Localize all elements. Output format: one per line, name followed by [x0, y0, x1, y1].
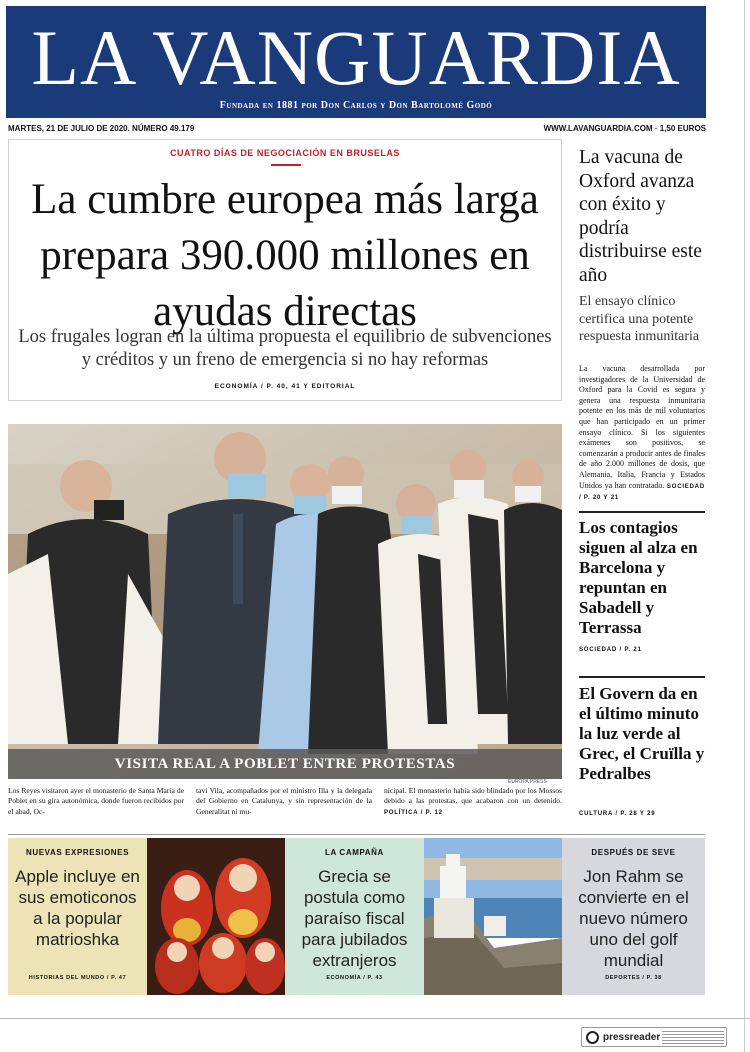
column-divider: [579, 511, 705, 513]
teaser-rahm[interactable]: [562, 838, 705, 995]
royal-visit-photo[interactable]: [8, 424, 562, 779]
govern-page-ref: CULTURA / P. 28 Y 29: [579, 811, 656, 817]
teaser-label: LA CAMPAÑA: [325, 848, 384, 857]
masthead: [6, 6, 706, 118]
pressreader-badge[interactable]: [581, 1027, 727, 1047]
govern-headline[interactable]: El Govern da en el último minuto la luz verde al Grec, el Cruïlla y Pedralbes: [579, 684, 705, 783]
teaser-label: DESPUÉS DE SEVE: [591, 848, 676, 857]
photo-caption-col-1: Los Reyes visitaron ayer el monasterio de Santa María de Poblet en su gira autonómica, donde fueron recibidos por el abad, Oc-: [8, 786, 184, 816]
teaser-page-ref: DEPORTES / P. 38: [605, 975, 662, 981]
section-divider: [8, 834, 705, 835]
teaser-title[interactable]: Jon Rahm se convierte en el nuevo número uno del golf mundial: [578, 867, 689, 970]
pressreader-icon: [586, 1031, 599, 1044]
main-subhead: Los frugales logran en la última propuesta el equilibrio de subvenciones y créditos y un freno de emergencia si no hay reformas: [18, 327, 552, 370]
matrioshka-photo[interactable]: [147, 838, 285, 995]
main-story[interactable]: [8, 139, 562, 401]
photo-page-ref: POLÍTICA / P. 12: [384, 809, 443, 816]
photo-caption-text: nicipal. El monasterio había sido blindado por los Mossos debido a las protestas, que acabaron con un detenido.: [384, 786, 562, 806]
dateline: [8, 122, 706, 136]
main-headline[interactable]: La cumbre europea más larga prepara 390.000 millones en ayudas directas: [31, 176, 539, 335]
newspaper-logo[interactable]: LA VANGUARDIA: [31, 14, 681, 101]
photo-illustration: [8, 424, 562, 779]
founded-line: Fundada en 1881 por Don Carlos y Don Bartolomé Godó: [219, 100, 493, 111]
photo-caption-col-3: [384, 786, 562, 818]
oxford-headline[interactable]: La vacuna de Oxford avanza con éxito y podría distribuirse este año: [579, 147, 702, 286]
matrioshka-illustration: [147, 838, 285, 995]
oxford-body-text: La vacuna desarrollada por investigadores de la Universidad de Oxford para la Covid es segura y genera una respuesta inmunitaria potente en los más de mil voluntarios que han participado en un primer ensayo clínico. Si los siguientes exámenes son positivos, se comenzarán a producir antes de finales de año 2.000 millones de dosis, que Alemania, Italia, Francia y Estados Unidos ya han contratado.: [579, 364, 705, 490]
photo-caption-col-2: tavi Vila, acompañados por el ministro Illa y la delegada del Gobierno en Catalunya, y sin representación de la Generalitat ni mu-: [196, 786, 372, 816]
greek-island-photo[interactable]: [424, 838, 562, 995]
fine-print: [662, 1031, 724, 1045]
contagios-headline[interactable]: Los contagios siguen al alza en Barcelona y repuntan en Sabadell y Terrassa: [579, 518, 698, 637]
issue-date: MARTES, 21 DE JULIO DE 2020. NÚMERO 49.179: [8, 124, 195, 133]
teaser-page-ref: ECONOMÍA / P. 43: [326, 975, 383, 981]
contagios-page-ref: SOCIEDAD / P. 21: [579, 647, 642, 653]
main-page-ref: ECONOMÍA / P. 40, 41 Y EDITORIAL: [214, 383, 356, 390]
page-edge: [744, 0, 745, 1052]
oxford-subhead: El ensayo clínico certifica una potente respuesta inmunitaria: [579, 294, 700, 344]
teaser-grecia[interactable]: [285, 838, 424, 995]
site-and-price: WWW.LAVANGUARDIA.COM · 1,50 EUROS: [543, 124, 706, 133]
oxford-body: [579, 364, 705, 504]
teaser-title[interactable]: Apple incluye en sus emoticonos a la popular matrioshka: [15, 867, 140, 949]
oxford-page-ref: SOCIEDAD / P. 20 Y 21: [579, 483, 705, 502]
teaser-title[interactable]: Grecia se postula como paraíso fiscal para jubilados extranjeros: [301, 867, 408, 970]
column-divider: [579, 676, 705, 678]
kicker-rule: [271, 164, 301, 166]
footer-rule: [0, 1018, 750, 1019]
greek-island-illustration: [424, 838, 562, 995]
teaser-page-ref: HISTORIAS DEL MUNDO / P. 47: [28, 975, 127, 981]
photo-credit: EUROPA PRESS: [508, 779, 547, 785]
main-kicker: CUATRO DÍAS DE NEGOCIACIÓN EN BRUSELAS: [170, 148, 400, 158]
teaser-label: NUEVAS EXPRESIONES: [25, 848, 130, 857]
pressreader-name: pressreader: [603, 1032, 661, 1043]
photo-caption-bar[interactable]: VISITA REAL A POBLET ENTRE PROTESTAS: [8, 749, 562, 779]
teaser-matrioshka[interactable]: [8, 838, 147, 995]
